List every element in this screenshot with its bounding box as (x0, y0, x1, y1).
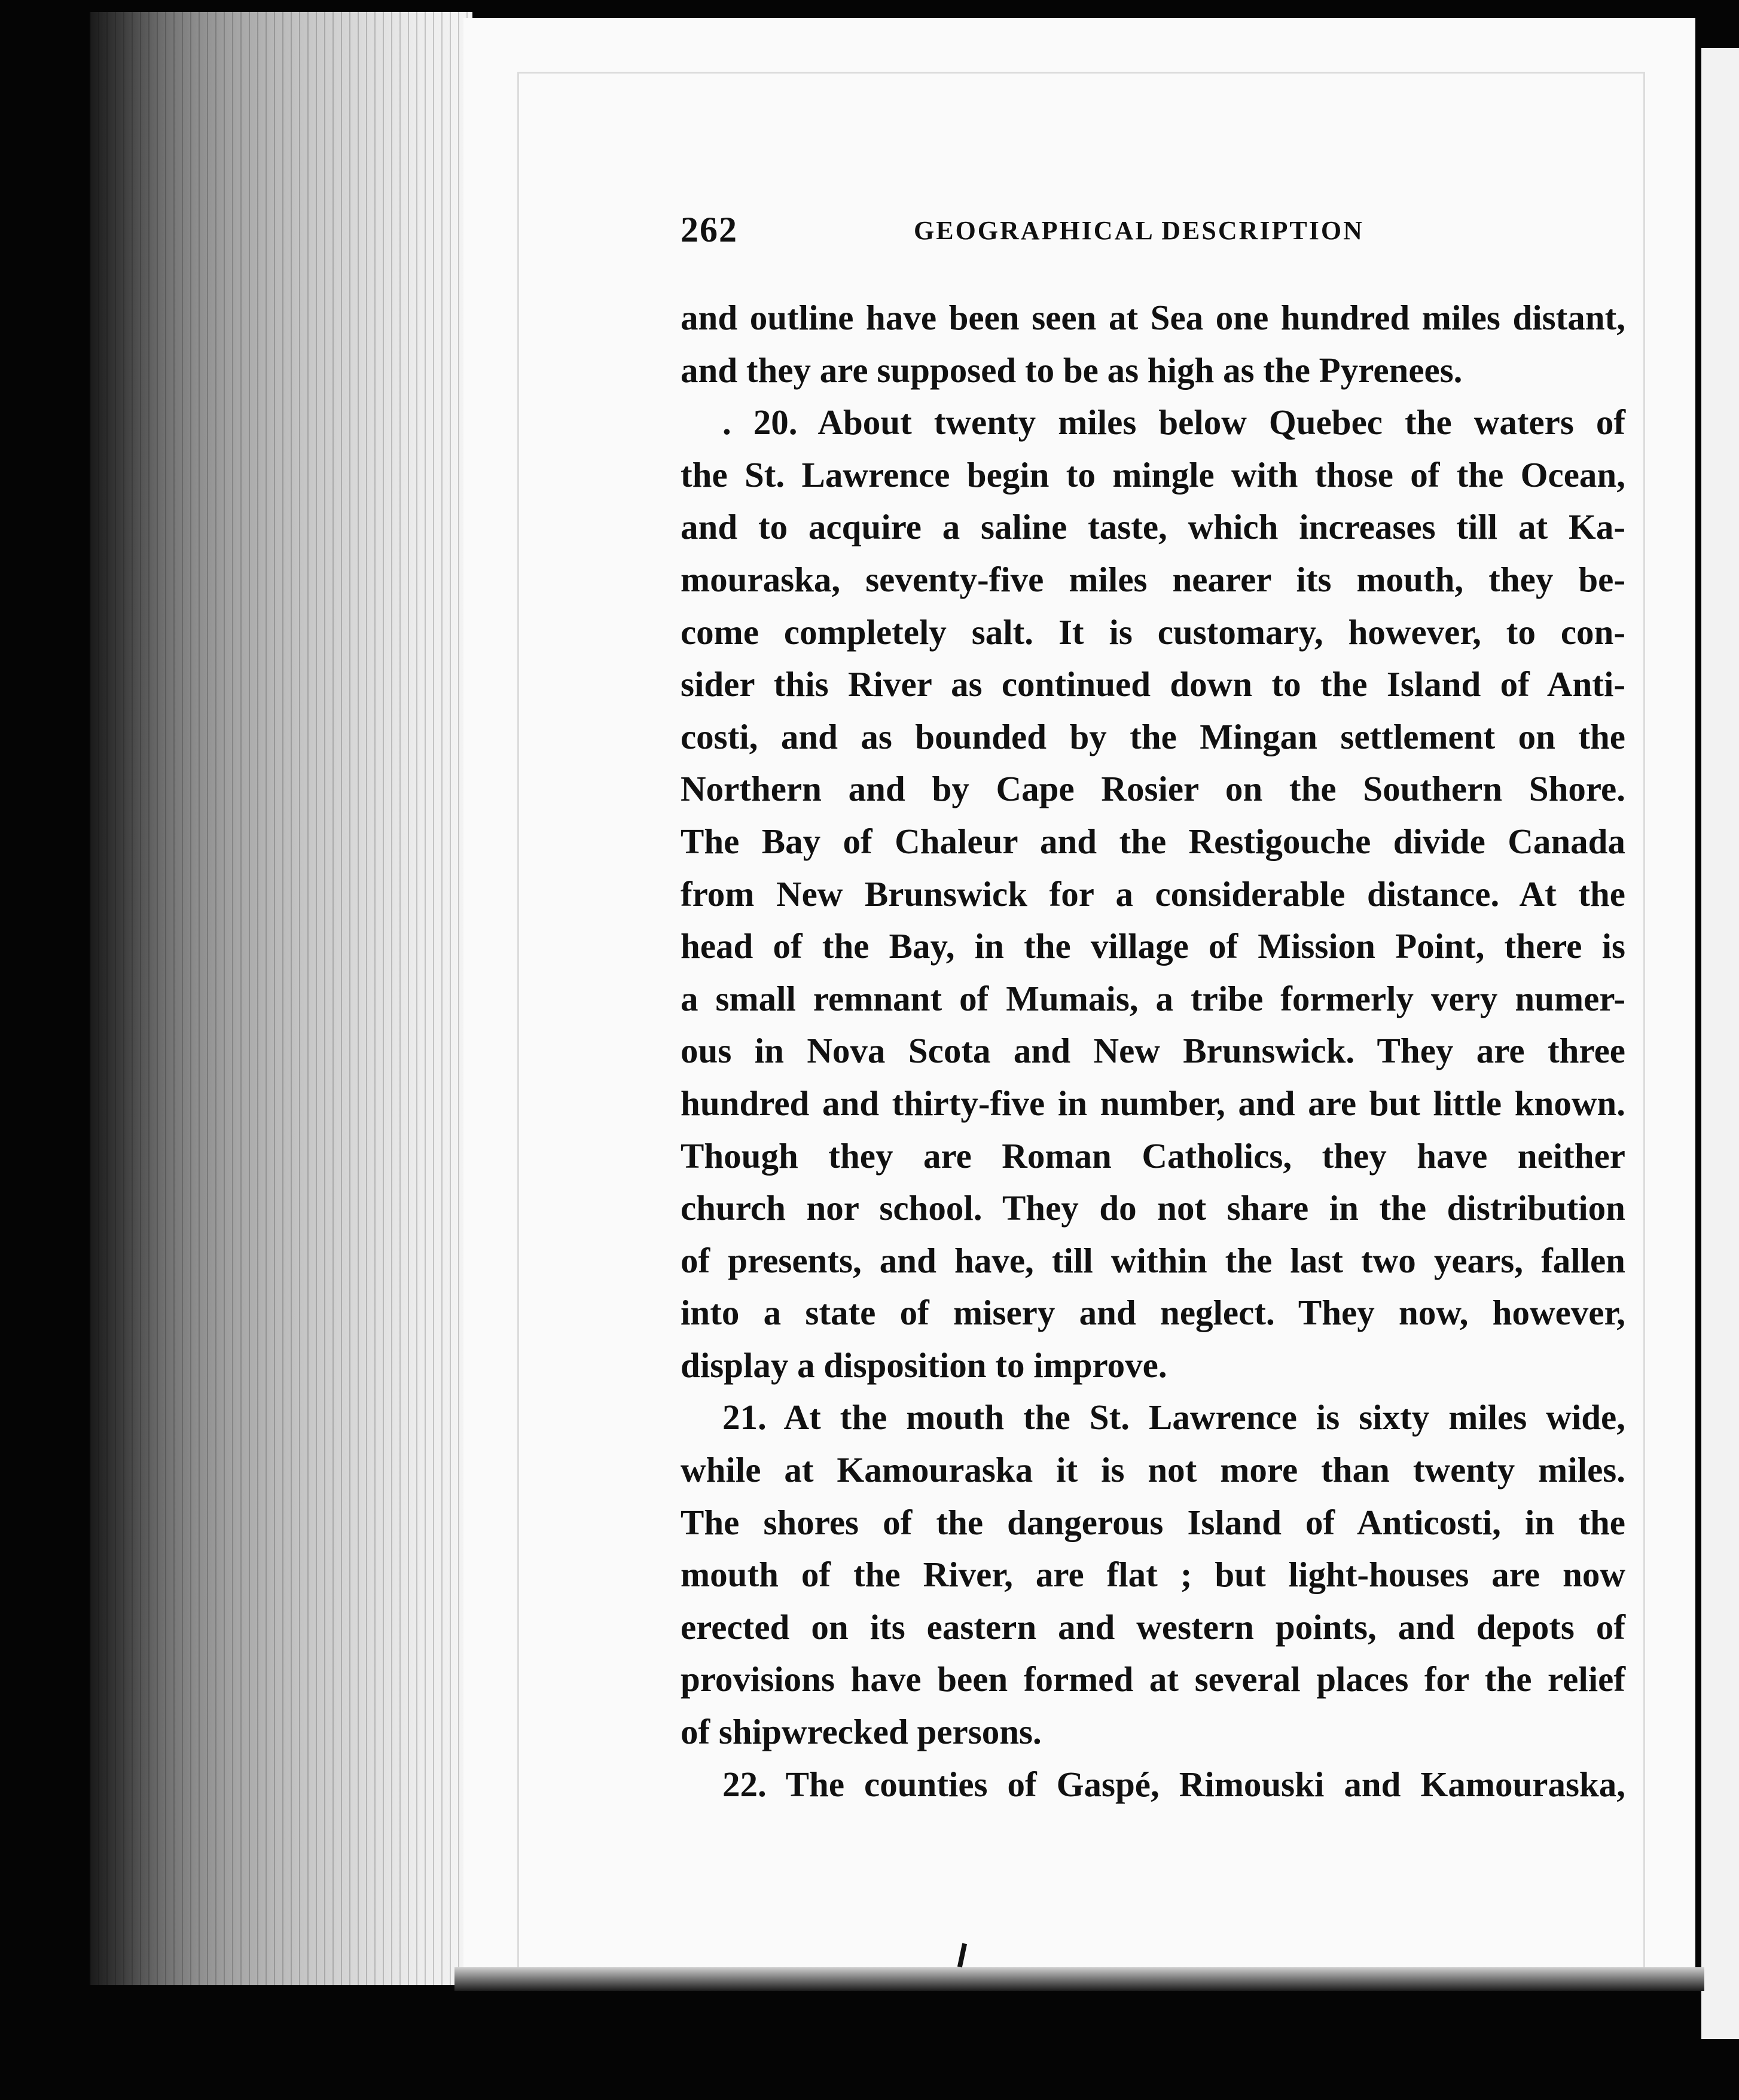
text-line: of shipwrecked persons. (681, 1712, 1042, 1752)
text-line: The shores of the dangerous Island of Anticosti, in the (681, 1502, 1625, 1542)
text-line: provisions have been formed at several places for the relief (681, 1659, 1625, 1699)
text-line: Northern and by Cape Rosier on the Southern Shore. (681, 769, 1625, 809)
text-line: a small remnant of Mumais, a tribe formerly very numer- (681, 978, 1625, 1018)
text-line: the St. Lawrence begin to mingle with those of the Ocean, (681, 454, 1625, 495)
text-line: mouth of the River, are flat ; but light-houses are now (681, 1555, 1625, 1595)
page-number: 262 (681, 210, 738, 249)
text-line: 21. At the mouth the St. Lawrence is sixty miles wide, (722, 1397, 1625, 1437)
text-line: and outline have been seen at Sea one hundred miles distant, (681, 298, 1625, 337)
text-line: ous in Nova Scota and New Brunswick. They are three (681, 1031, 1625, 1071)
text-line: mouraska, seventy-five miles nearer its mouth, they be- (681, 559, 1625, 599)
adjacent-page-sliver (1701, 48, 1739, 2039)
text-line: of presents, and have, till within the last two years, fallen (681, 1240, 1625, 1280)
text-line: while at Kamouraska it is not more than twenty miles. (681, 1450, 1625, 1490)
text-line: display a disposition to improve. (681, 1345, 1167, 1385)
text-line: and they are supposed to be as high as the Pyrenees. (681, 350, 1463, 390)
text-line: head of the Bay, in the village of Mission Point, there is (681, 926, 1625, 966)
page-edge-lines (90, 12, 472, 1985)
text-line: and to acquire a saline taste, which increases till at Ka- (681, 507, 1625, 547)
text-line: into a state of misery and neglect. They now, however, (681, 1293, 1625, 1333)
text-line: church nor school. They do not share in the distribution (681, 1188, 1625, 1228)
text-line: costi, and as bounded by the Mingan settlement on the (681, 716, 1625, 756)
text-line: Though they are Roman Catholics, they have neither (681, 1136, 1625, 1176)
text-line: hundred and thirty-five in number, and are but little known. (681, 1083, 1625, 1123)
text-line: from New Brunswick for a considerable distance. At the (681, 874, 1625, 914)
running-head: GEOGRAPHICAL DESCRIPTION (914, 216, 1364, 245)
text-line: come completely salt. It is customary, however, to con- (681, 612, 1625, 652)
text-line: 22. The counties of Gaspé, Rimouski and Kamouraska, (722, 1764, 1625, 1804)
text-line: The Bay of Chaleur and the Restigouche divide Canada (681, 821, 1625, 861)
text-line: sider this River as continued down to the Island of Anti- (681, 664, 1625, 704)
page-header (681, 209, 1398, 257)
body-text (681, 292, 1625, 1811)
book-bottom-edge (454, 1967, 1704, 1991)
book-page-edges (90, 12, 472, 1985)
text-line: erected on its eastern and western points, and depots of (681, 1607, 1625, 1647)
text-line: . 20. About twenty miles below Quebec the waters of (722, 402, 1625, 442)
